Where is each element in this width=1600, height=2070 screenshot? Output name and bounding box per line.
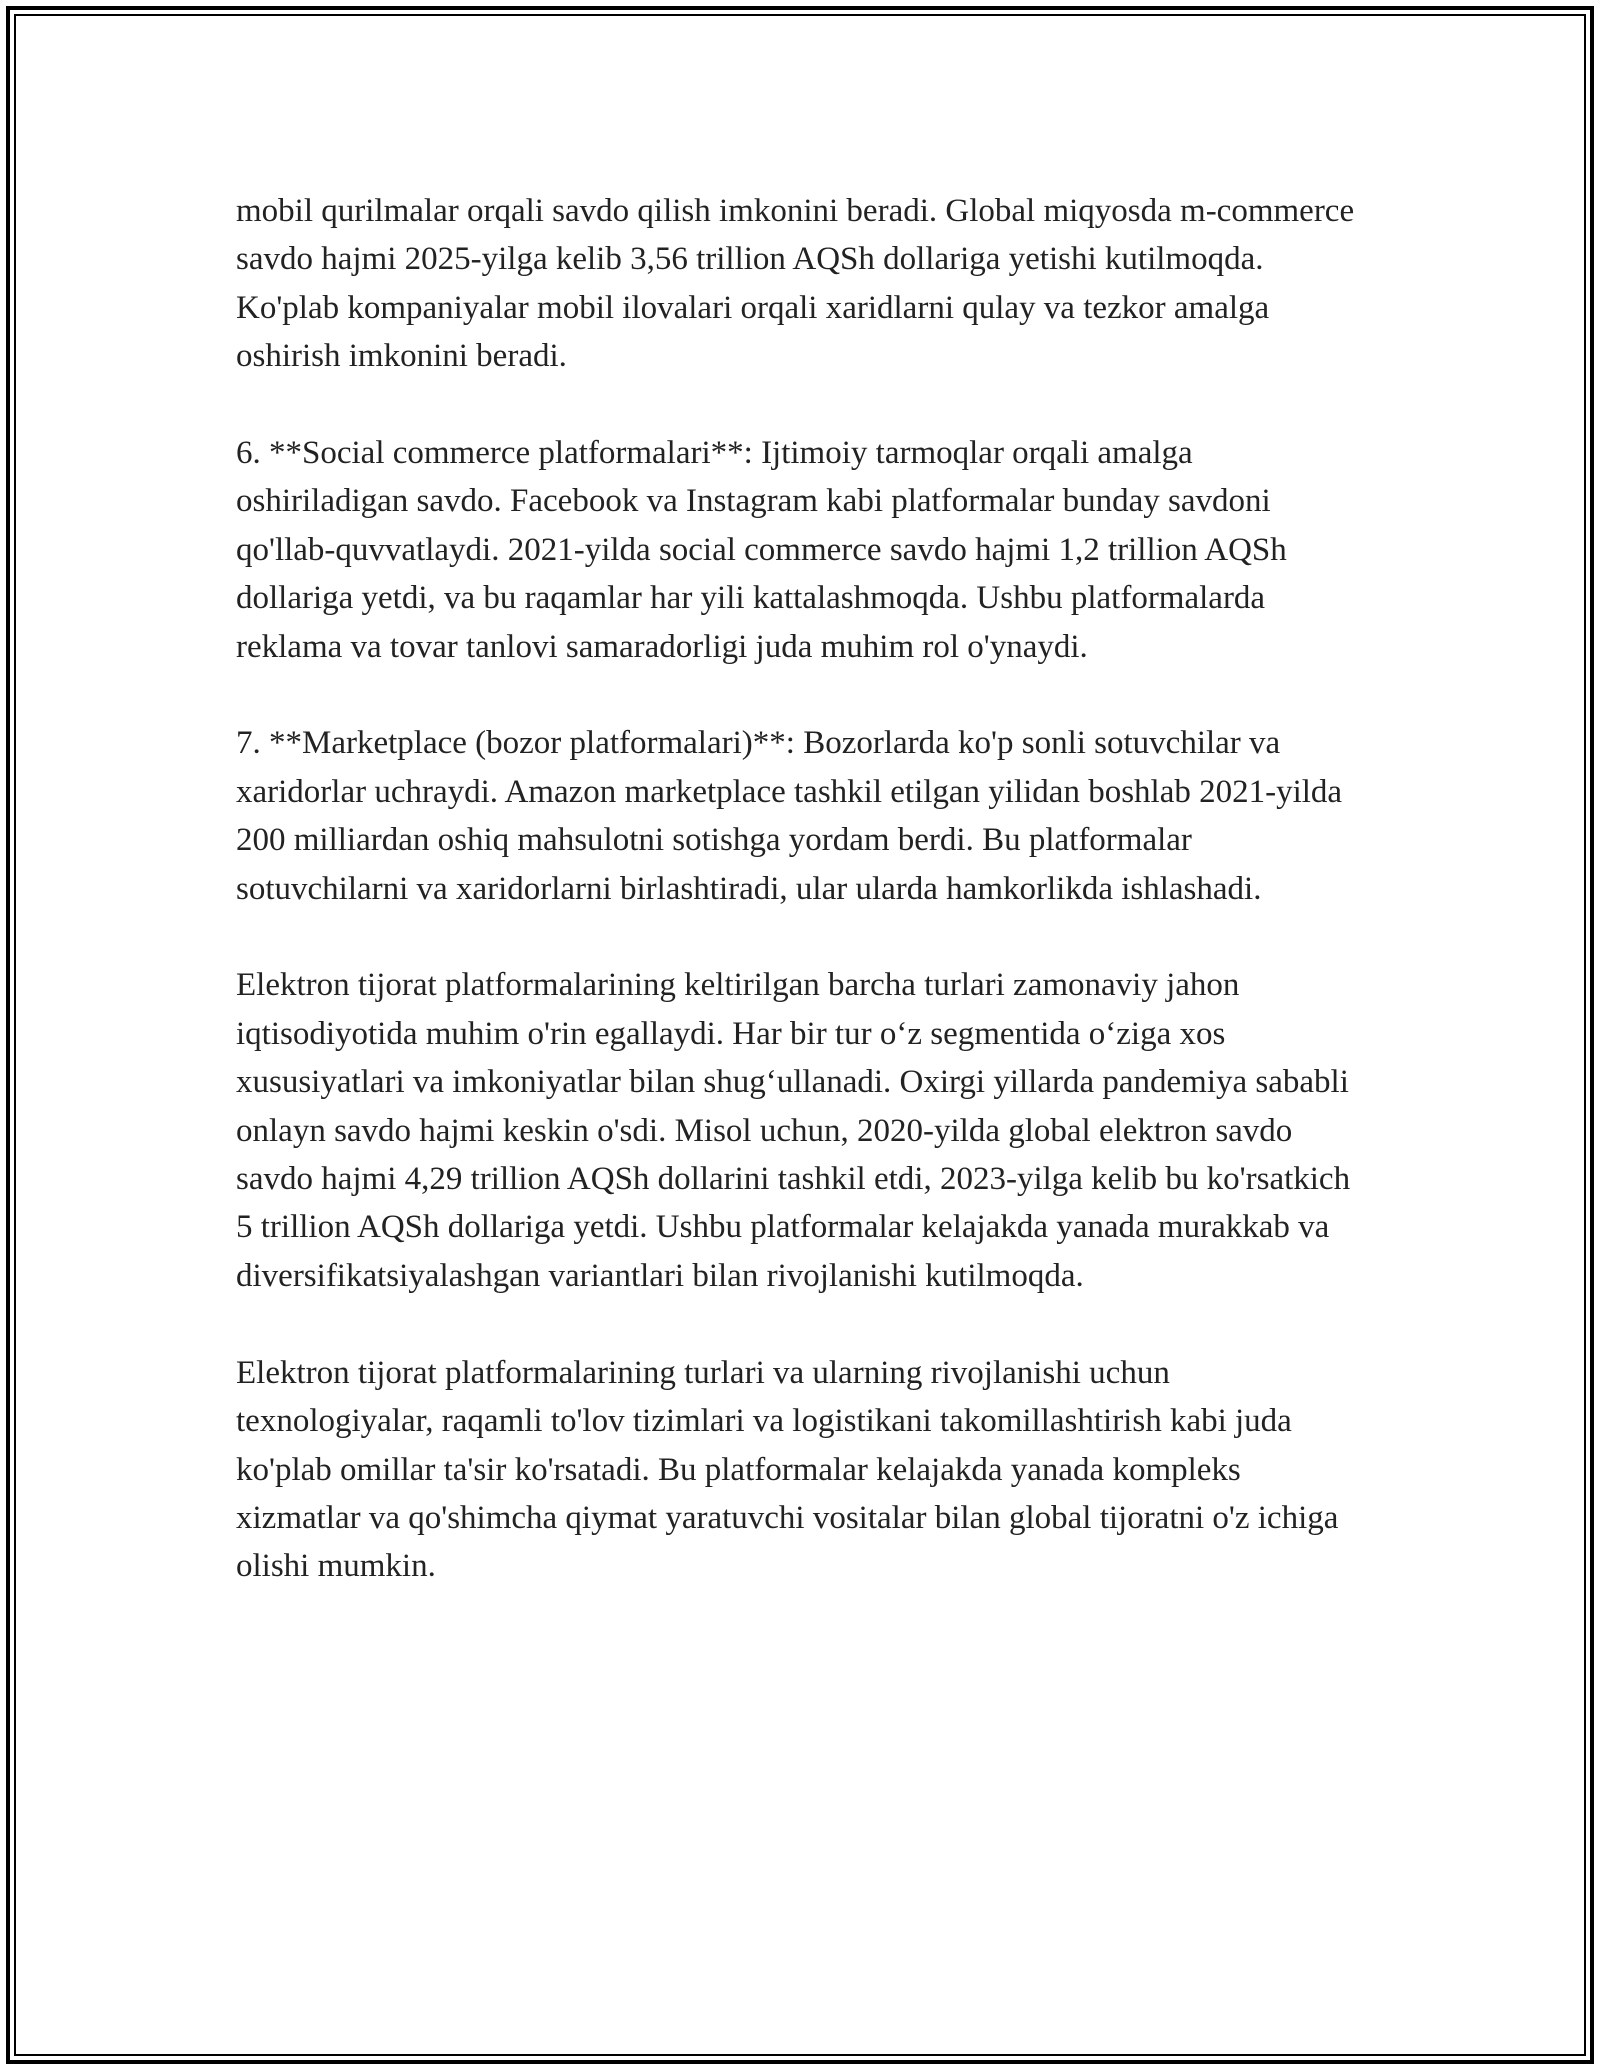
- document-body: [236, 187, 1366, 1591]
- paragraph-conclusion: Elektron tijorat platformalarining turlari va ularning rivojlanishi uchun texnologiyalar, raqamli to'lov tizimlari va logistikani takomillashtirish kabi juda ko'plab omillar ta'sir ko'rsatadi. Bu platformalar kelajakda yanada kompleks xizmatlar va qo'shimcha qiymat yaratuvchi vositalar bilan global tijoratni o'z ichiga olishi mumkin.: [236, 1354, 1339, 1585]
- paragraph-m-commerce-continuation: mobil qurilmalar orqali savdo qilish imkonini beradi. Global miqyosda m-commerce savdo hajmi 2025-yilga kelib 3,56 trillion AQSh dollariga yetishi kutilmoqda. Ko'plab kompaniyalar mobil ilovalari orqali xaridlarni qulay va tezkor amalga oshirish imkonini beradi.: [236, 193, 1355, 375]
- paragraph-social-commerce: 6. **Social commerce platformalari**: Ijtimoiy tarmoqlar orqali amalga oshiriladigan savdo. Facebook va Instagram kabi platformalar bunday savdoni qo'llab-quvvatlaydi. 2021-yilda social commerce savdo hajmi 1,2 trillion AQSh dollariga yetdi, va bu raqamlar har yili kattalashmoqda. Ushbu platformalarda reklama va tovar tanlovi samaradorligi juda muhim rol o'ynaydi.: [236, 435, 1287, 665]
- paragraph-marketplace: 7. **Marketplace (bozor platformalari)**: Bozorlarda ko'p sonli sotuvchilar va xaridorlar uchraydi. Amazon marketplace tashkil etilgan yilidan boshlab 2021-yilda 200 milliardan oshiq mahsulotni sotishga yordam berdi. Bu platformalar sotuvchilarni va xaridorlarni birlashtiradi, ular ularda hamkorlikda ishlashadi.: [236, 725, 1343, 907]
- paragraph-summary: Elektron tijorat platformalarining keltirilgan barcha turlari zamonaviy jahon iqtisodiyotida muhim o'rin egallaydi. Har bir tur o‘z segmentida o‘ziga xos xususiyatlari va imkoniyatlar bilan shug‘ullanadi. Oxirgi yillarda pandemiya sababli onlayn savdo hajmi keskin o'sdi. Misol uchun, 2020-yilda global elektron savdo savdo hajmi 4,29 trillion AQSh dollarini tashkil etdi, 2023-yilga kelib bu ko'rsatkich 5 trillion AQSh dollariga yetdi. Ushbu platformalar kelajakda yanada murakkab va diversifikatsiyalashgan variantlari bilan rivojlanishi kutilmoqda.: [236, 967, 1351, 1294]
